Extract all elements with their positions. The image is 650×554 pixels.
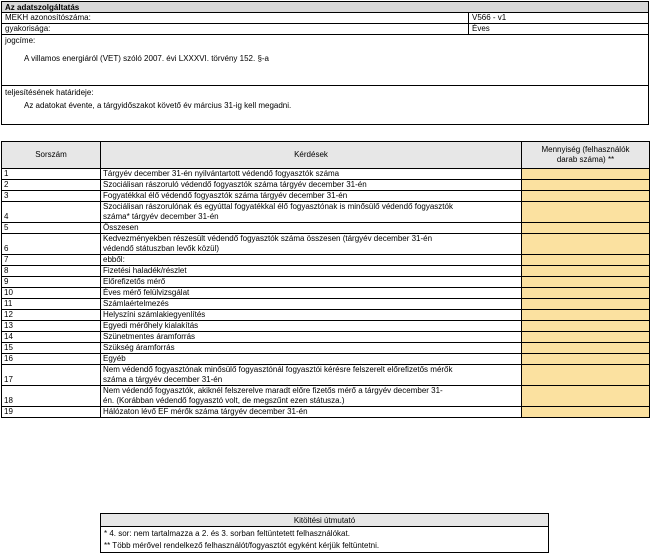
- table-row: [2, 288, 650, 299]
- mekh-value: V566 - v1: [472, 13, 507, 22]
- table-row: [2, 266, 650, 277]
- question-text-line: Nem védendő fogyasztónak minősülő fogyasztónál fogyasztói kérésre felszerelt előrefizetős mérők: [103, 365, 453, 374]
- row-number: 15: [2, 343, 101, 354]
- col-header-number: Sorszám: [2, 142, 101, 169]
- table-row: [2, 321, 650, 332]
- question-text-line: ebből:: [103, 255, 125, 264]
- table-row: [2, 407, 650, 418]
- question-text-line: Szociálisan rászoruló védendő fogyasztók száma tárgyév december 31-én: [103, 180, 367, 189]
- table-row: [2, 332, 650, 343]
- quantity-input-cell[interactable]: [522, 386, 650, 407]
- question-text-line: Nem védendő fogyasztók, akiknél felszerelve maradt előre fizetős mérő a tárgyév december 31-: [103, 386, 443, 395]
- row-number: 1: [2, 169, 101, 180]
- row-number: 13: [2, 321, 101, 332]
- instructions-box: [100, 513, 549, 553]
- quantity-input-cell[interactable]: [522, 407, 650, 418]
- question-text-line: Fizetési haladék/részlet: [103, 266, 187, 275]
- quantity-input-cell[interactable]: [522, 343, 650, 354]
- question-text-line: Éves mérő felülvizsgálat: [103, 288, 190, 297]
- table-row: [2, 354, 650, 365]
- table-row: [2, 169, 650, 180]
- row-number: 10: [2, 288, 101, 299]
- row-number: 14: [2, 332, 101, 343]
- questions-table: [1, 141, 650, 418]
- row-number: 19: [2, 407, 101, 418]
- table-header-row: [2, 142, 650, 169]
- row-question: [101, 299, 522, 310]
- quantity-input-cell[interactable]: [522, 234, 650, 255]
- question-text-line: én. (Korábban védendő fogyasztó volt, de megszűnt ezen státusza.): [103, 396, 345, 405]
- row-question: [101, 255, 522, 266]
- frequency-value: Éves: [472, 24, 490, 33]
- question-text-line: Szociálisan rászorulónak és egyúttal fogyatékkal élő fogyasztónak is minősülő védendő fogyasztók: [103, 202, 453, 211]
- table-row: [2, 202, 650, 223]
- row-number: 18: [2, 386, 101, 407]
- quantity-input-cell[interactable]: [522, 266, 650, 277]
- row-question: [101, 386, 522, 407]
- row-question: [101, 277, 522, 288]
- deadline-label: teljesítésének határideje:: [5, 88, 94, 97]
- question-text-line: védendő státuszban levők közül): [103, 244, 220, 253]
- row-question: [101, 169, 522, 180]
- question-text-line: Egyedi mérőhely kialakítás: [103, 321, 199, 330]
- row-question: [101, 354, 522, 365]
- mekh-label: MEKH azonosítószáma:: [5, 13, 91, 22]
- question-text-line: Tárgyév december 31-én nyilvántartott védendő fogyasztók száma: [103, 169, 340, 178]
- table-row: [2, 299, 650, 310]
- instructions-title: Kitöltési útmutató: [101, 514, 548, 527]
- quantity-input-cell[interactable]: [522, 299, 650, 310]
- col-header-quantity: [522, 142, 650, 169]
- quantity-input-cell[interactable]: [522, 202, 650, 223]
- row-question: [101, 191, 522, 202]
- table-row: [2, 255, 650, 266]
- quantity-input-cell[interactable]: [522, 255, 650, 266]
- instructions-line-2: ** Több mérővel rendelkező felhasználót/fogyasztót egyként kérjük feltüntetni.: [104, 541, 380, 550]
- quantity-input-cell[interactable]: [522, 365, 650, 386]
- table-row: [2, 386, 650, 407]
- row-question: [101, 223, 522, 234]
- col-header-quantity-line1: Mennyiség (felhasználók: [541, 145, 630, 154]
- row-number: 12: [2, 310, 101, 321]
- quantity-input-cell[interactable]: [522, 191, 650, 202]
- row-number: 4: [2, 202, 101, 223]
- info-header: Az adatszolgáltatás: [2, 2, 648, 13]
- frequency-label: gyakorisága:: [5, 24, 51, 33]
- legal-basis-row: [2, 35, 648, 86]
- question-text-line: Egyéb: [103, 354, 126, 363]
- row-question: [101, 288, 522, 299]
- quantity-input-cell[interactable]: [522, 223, 650, 234]
- row-question: [101, 365, 522, 386]
- row-question: [101, 343, 522, 354]
- mekh-row: [2, 13, 648, 24]
- row-question: [101, 202, 522, 223]
- frequency-row: [2, 24, 648, 35]
- legal-basis-label: jogcíme:: [5, 36, 36, 45]
- question-text-line: Összesen: [103, 223, 139, 232]
- deadline-value: Az adatokat évente, a tárgyidőszakot követő év március 31-ig kell megadni.: [24, 101, 292, 110]
- quantity-input-cell[interactable]: [522, 180, 650, 191]
- question-text-line: Előrefizetős mérő: [103, 277, 166, 286]
- table-row: [2, 191, 650, 202]
- row-question: [101, 180, 522, 191]
- deadline-row: [2, 86, 648, 126]
- quantity-input-cell[interactable]: [522, 354, 650, 365]
- row-question: [101, 407, 522, 418]
- data-provision-info: [1, 1, 649, 125]
- row-question: [101, 234, 522, 255]
- row-number: 5: [2, 223, 101, 234]
- quantity-input-cell[interactable]: [522, 277, 650, 288]
- quantity-input-cell[interactable]: [522, 321, 650, 332]
- row-number: 9: [2, 277, 101, 288]
- row-number: 7: [2, 255, 101, 266]
- row-number: 6: [2, 234, 101, 255]
- table-row: [2, 310, 650, 321]
- question-text-line: száma* tárgyév december 31-én: [103, 212, 219, 221]
- question-text-line: száma a tárgyév december 31-én: [103, 375, 223, 384]
- instructions-line-1: * 4. sor: nem tartalmazza a 2. és 3. sorban feltüntetett felhasználókat.: [104, 529, 350, 538]
- row-question: [101, 321, 522, 332]
- table-row: [2, 180, 650, 191]
- quantity-input-cell[interactable]: [522, 169, 650, 180]
- row-number: 11: [2, 299, 101, 310]
- table-row: [2, 343, 650, 354]
- question-text-line: Helyszíni számlakiegyenlítés: [103, 310, 206, 319]
- question-text-line: Kedvezményekben részesült védendő fogyasztók száma összesen (tárgyév december 31-én: [103, 234, 433, 243]
- table-row: [2, 234, 650, 255]
- col-header-questions: Kérdések: [101, 142, 522, 169]
- row-question: [101, 266, 522, 277]
- row-question: [101, 310, 522, 321]
- row-number: 16: [2, 354, 101, 365]
- table-row: [2, 223, 650, 234]
- row-number: 17: [2, 365, 101, 386]
- quantity-input-cell[interactable]: [522, 288, 650, 299]
- row-question: [101, 332, 522, 343]
- table-row: [2, 277, 650, 288]
- quantity-input-cell[interactable]: [522, 332, 650, 343]
- quantity-input-cell[interactable]: [522, 310, 650, 321]
- question-text-line: Fogyatékkal élő védendő fogyasztók száma tárgyév december 31-én: [103, 191, 348, 200]
- question-text-line: Szükség áramforrás: [103, 343, 175, 352]
- col-header-quantity-line2: darab száma) **: [556, 155, 615, 164]
- question-text-line: Számlaértelmezés: [103, 299, 169, 308]
- row-number: 3: [2, 191, 101, 202]
- question-text-line: Szünetmentes áramforrás: [103, 332, 196, 341]
- row-number: 8: [2, 266, 101, 277]
- legal-basis-value: A villamos energiáról (VET) szóló 2007. évi LXXXVI. törvény 152. §-a: [24, 54, 270, 63]
- question-text-line: Hálózaton lévő EF mérők száma tárgyév december 31-én: [103, 407, 308, 416]
- table-row: [2, 365, 650, 386]
- row-number: 2: [2, 180, 101, 191]
